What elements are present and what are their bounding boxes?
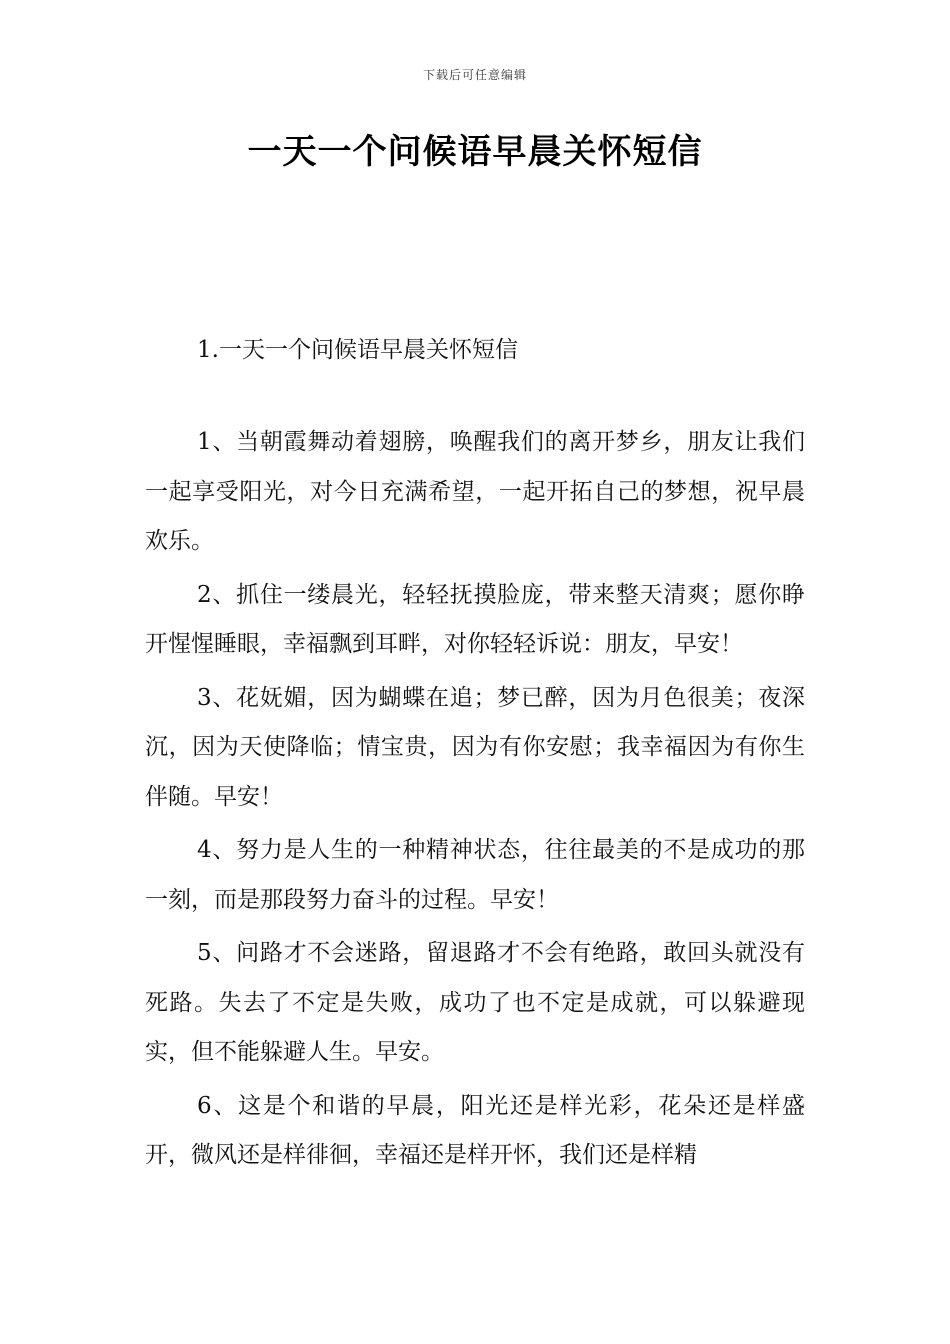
greeting-item-3: 3、花妩媚，因为蝴蝶在追；梦已醉，因为月色很美；夜深沉，因为天使降临；情宝贵，因为有你安慰；我幸福因为有你生伴随。早安！ bbox=[145, 684, 805, 810]
greeting-item-4: 4、努力是人生的一种精神状态，往往最美的不是成功的那一刻，而是那段努力奋斗的过程。早安！ bbox=[145, 837, 805, 913]
section-heading: 1.一天一个问候语早晨关怀短信 bbox=[197, 337, 518, 363]
greeting-item-5: 5、问路才不会迷路，留退路才不会有绝路，敢回头就没有死路。失去了不定是失败，成功了也不定是成就，可以躲避现实，但不能躲避人生。早安。 bbox=[145, 940, 805, 1065]
greeting-item-2: 2、抓住一缕晨光，轻轻抚摸脸庞，带来整天清爽；愿你睁开惺惺睡眼，幸福飘到耳畔，对你轻轻诉说：朋友，早安！ bbox=[145, 581, 805, 657]
greeting-list bbox=[145, 418, 805, 1181]
header-note: 下载后可任意编辑 bbox=[422, 68, 527, 82]
greeting-item-1: 1、当朝霞舞动着翅膀，唤醒我们的离开梦乡，朋友让我们一起享受阳光，对今日充满希望，一起开拓自己的梦想，祝早晨欢乐。 bbox=[145, 429, 805, 554]
greeting-item-6: 6、这是个和谐的早晨，阳光还是样光彩，花朵还是样盛开，微风还是样徘徊，幸福还是样开怀，我们还是样精 bbox=[145, 1092, 805, 1168]
document-body bbox=[145, 330, 805, 1185]
document-title: 一天一个问候语早晨关怀短信 bbox=[247, 132, 703, 172]
